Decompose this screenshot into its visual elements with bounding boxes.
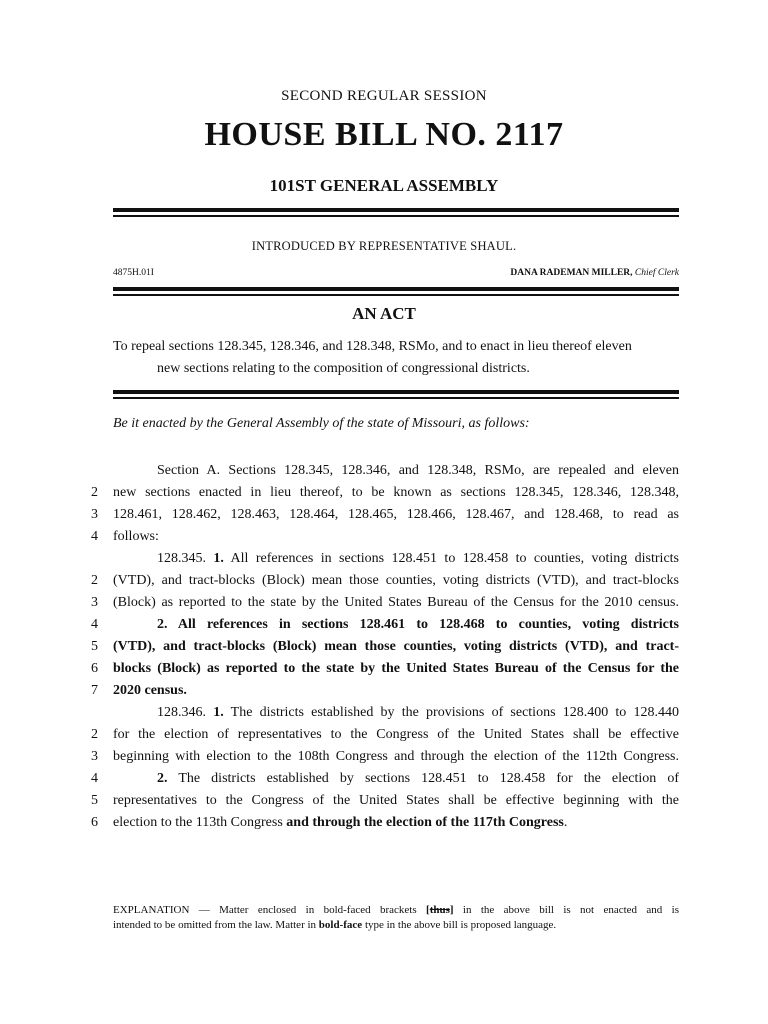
period: . [563,815,568,830]
line-number: 7 [91,683,98,698]
enacting-clause: Be it enacted by the General Assembly of the state of Missouri, as follows: [113,416,530,431]
section-128-346-line [113,768,679,790]
thin-rule-top [113,215,679,217]
clerk-title: Chief Clerk [634,268,679,278]
thick-rule-bottom [113,390,679,394]
new-language-text: and through the election of the 117th Congress [286,815,564,830]
line-number: 5 [91,639,98,654]
section-128-346-line: beginning with election to the 108th Congress and through the election of the 112th Congress. [113,749,679,764]
explanation-line [113,918,679,933]
section-a-line: Section A. Sections 128.345, 128.346, and 128.348, RSMo, are repealed and eleven [157,463,679,478]
explanation-line [113,903,679,918]
line-number: 6 [91,815,98,830]
section-a-line: 128.461, 128.462, 128.463, 128.464, 128.465, 128.466, 128.467, and 128.468, to read as [113,507,679,522]
line-number: 3 [91,595,98,610]
section-128-345-line: (Block) as reported to the state by the United States Bureau of the Census for the 2010 census. [113,595,679,610]
act-description-line: To repeal sections 128.345, 128.346, and 128.348, RSMo, and to enact in lieu thereof eleven [113,339,632,354]
section-number: 128.345. [157,551,214,566]
new-language-line: blocks (Block) as reported to the state by the United States Bureau of the Census for the [113,661,679,676]
section-a-line: new sections enacted in lieu thereof, to be known as sections 128.345, 128.346, 128.348, [113,485,679,500]
bill-title: HOUSE BILL NO. 2117 [204,116,564,153]
explanation-text: type in the above bill is proposed language. [362,919,557,931]
explanation-text: in the above bill is not enacted and is [453,904,679,916]
section-text: election to the 113th Congress [113,815,287,830]
section-text: All references in sections 128.451 to 128.458 to counties, voting districts [223,551,679,566]
line-number: 3 [91,749,98,764]
thick-rule-mid [113,287,679,291]
act-title: AN ACT [352,304,416,323]
thin-rule-mid [113,294,679,296]
new-language-line: (VTD), and tract-blocks (Block) mean those counties, voting districts (VTD), and tract- [113,639,679,654]
struck-example: thus [429,904,450,916]
clerk-name: DANA RADEMAN MILLER, [510,268,633,278]
explanation-label: EXPLANATION — [113,904,220,916]
line-number: 6 [91,661,98,676]
bill-code: 4875H.01I [113,268,154,278]
section-128-346-line [113,812,679,834]
line-number: 2 [91,573,98,588]
assembly-label: 101ST GENERAL ASSEMBLY [269,176,499,195]
bracket-close: ] [449,904,454,916]
bracket-open: [ [426,904,430,916]
new-language-line: 2. All references in sections 128.461 to 128.468 to counties, voting districts [157,617,679,632]
chief-clerk [510,268,679,278]
bold-face-example: bold-face [318,919,363,931]
section-128-346-line [113,702,679,724]
section-text: The districts established by sections 128.451 to 128.458 for the election of [167,771,679,786]
subsection-number: 1. [213,551,224,566]
line-number: 3 [91,507,98,522]
thin-rule-bottom [113,397,679,399]
act-description [113,336,679,380]
act-description-line: new sections relating to the composition of congressional districts. [157,361,530,376]
line-number: 2 [91,727,98,742]
thick-rule-top [113,208,679,212]
section-128-345-line: (VTD), and tract-blocks (Block) mean those counties, voting districts (VTD), and tract-blocks [113,573,679,588]
section-text: The districts established by the provisions of sections 128.400 to 128.440 [223,705,679,720]
section-number: 128.346. [157,705,214,720]
section-128-345-line [113,548,679,570]
subsection-number: 1. [213,705,224,720]
explanation-text: Matter enclosed in bold-faced brackets [219,904,427,916]
new-language-line: 2020 census. [113,683,187,698]
section-a-line: follows: [113,529,159,544]
explanation-footnote [113,903,679,933]
line-number: 2 [91,485,98,500]
line-number: 5 [91,793,98,808]
line-number: 4 [91,529,98,544]
session-label: SECOND REGULAR SESSION [281,88,487,104]
explanation-text: intended to be omitted from the law. Matter in [113,919,319,931]
line-number: 4 [91,617,98,632]
line-number: 4 [91,771,98,786]
section-128-346-line: for the election of representatives to the Congress of the United States shall be effective [113,727,679,742]
subsection-number: 2. [157,771,168,786]
section-128-346-line: representatives to the Congress of the United States shall be effective beginning with the [113,793,679,808]
introduced-by: INTRODUCED BY REPRESENTATIVE SHAUL. [251,239,517,253]
